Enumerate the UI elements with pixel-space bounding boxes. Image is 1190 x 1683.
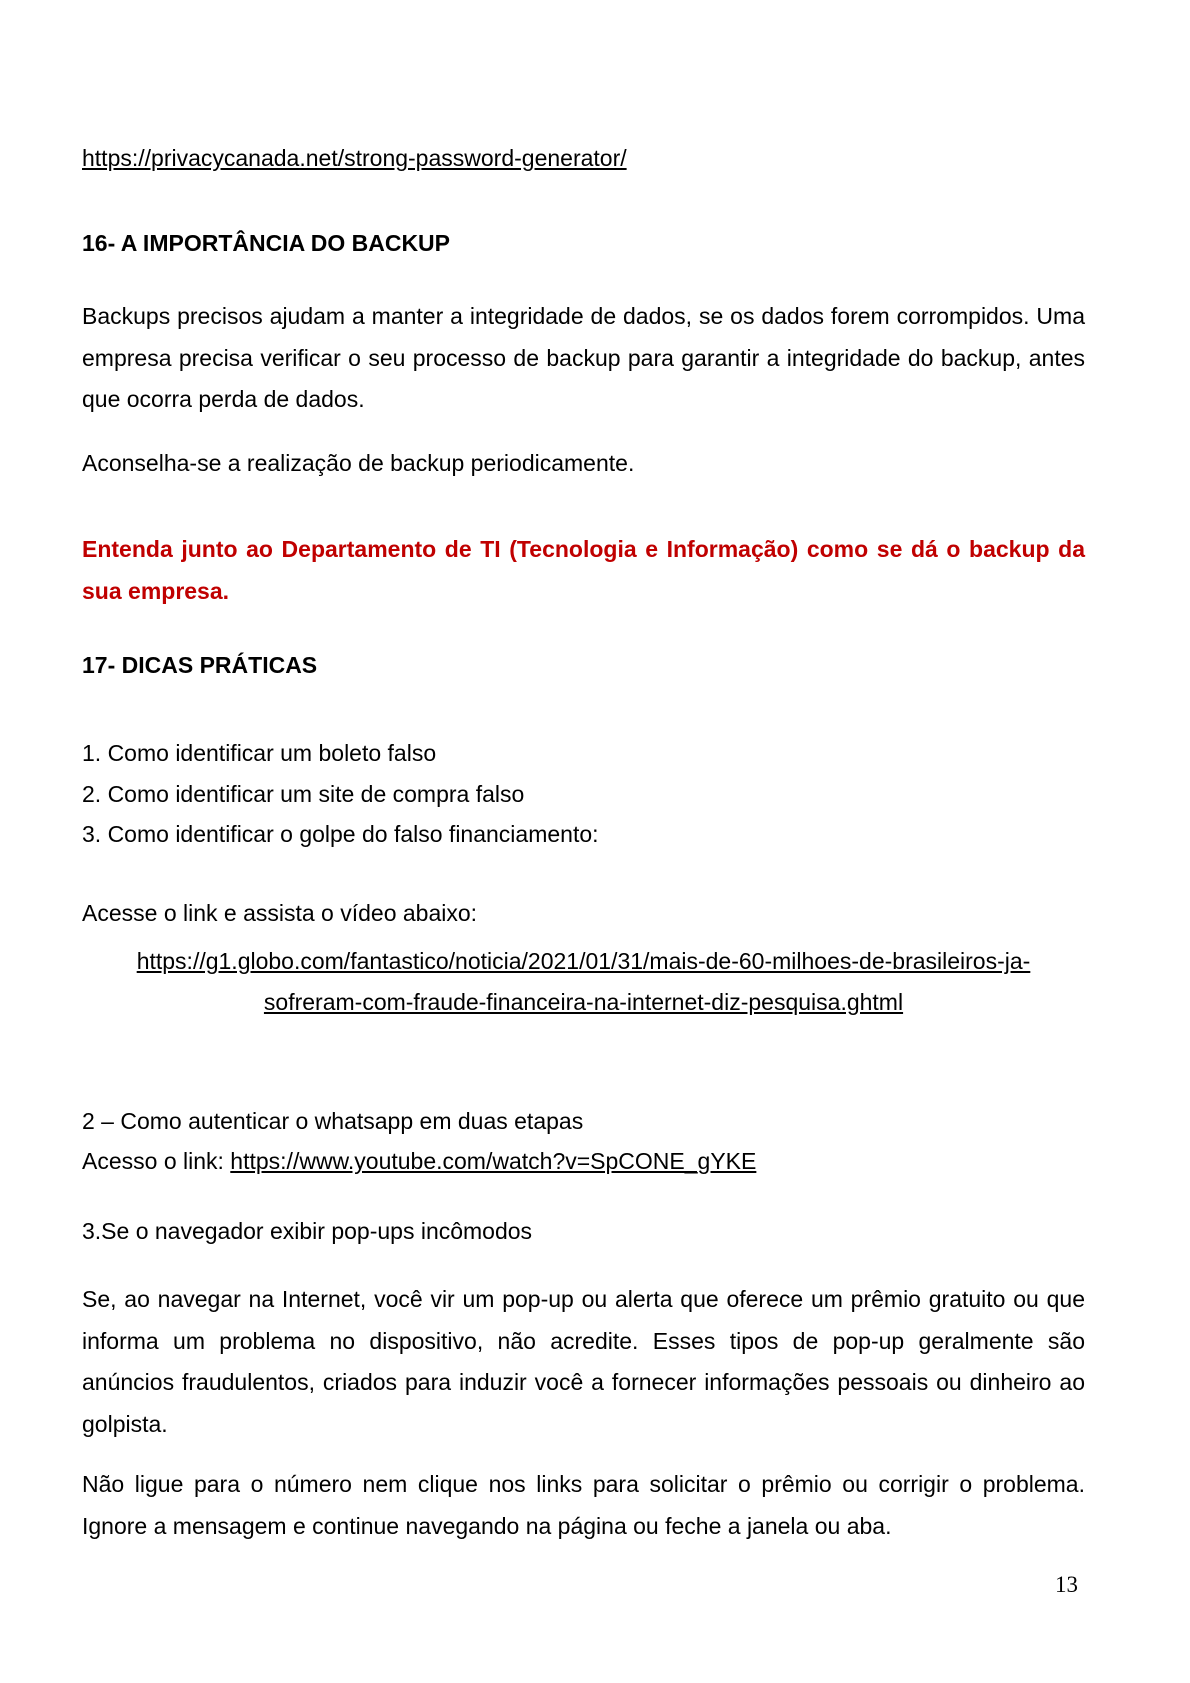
section17-heading: 17- DICAS PRÁTICAS xyxy=(82,652,318,678)
item2-link-prefix: Acesso o link: xyxy=(82,1148,231,1174)
privacycanada-link[interactable]: https://privacycanada.net/strong-password-generator/ xyxy=(82,145,627,171)
video-intro-text: Acesse o link e assista o vídeo abaixo: xyxy=(82,900,478,926)
globo-link-line1: https://g1.globo.com/fantastico/noticia/2021/01/31/mais-de-60-milhoes-de-brasileiros-ja- xyxy=(136,948,1031,974)
tips-list-item-2: 2. Como identificar um site de compra falso xyxy=(82,780,525,807)
globo-link-line2: sofreram-com-fraude-financeira-na-internet-diz-pesquisa.ghtml xyxy=(263,988,904,1015)
youtube-link[interactable]: https://www.youtube.com/watch?v=SpCONE_gYKE xyxy=(230,1148,757,1174)
it-department-highlight: Entenda junto ao Departamento de TI (Tecnologia e Informação) como se dá o backup da sua empresa. xyxy=(82,536,1085,604)
section16-paragraph2: Aconselha-se a realização de backup periodicamente. xyxy=(82,450,635,476)
item3-paragraph2: Não ligue para o número nem clique nos links para solicitar o prêmio ou corrigir o problema. Ignore a mensagem e continue navegando na página ou feche a janela ou aba. xyxy=(82,1471,1085,1539)
top-link-row xyxy=(82,144,1085,172)
tips-list-item-1: 1. Como identificar um boleto falso xyxy=(82,740,437,766)
tips-list xyxy=(82,733,1085,855)
page-number: 13 xyxy=(1055,1572,1078,1597)
globo-link-row xyxy=(82,941,1085,1022)
item3-title: 3.Se o navegador exibir pop-ups incômodos xyxy=(82,1218,533,1244)
tips-list-item-3: 3. Como identificar o golpe do falso financiamento: xyxy=(82,821,599,847)
item2-link-row xyxy=(82,1147,1085,1175)
section16-paragraph1: Backups precisos ajudam a manter a integridade de dados, se os dados forem corrompidos. Uma empresa precisa verificar o seu processo de backup para garantir a integridade do backup, antes que ocorra perda de dados. xyxy=(82,303,1085,412)
item2-title: 2 – Como autenticar o whatsapp em duas etapas xyxy=(82,1108,584,1134)
section16-heading: 16- A IMPORTÂNCIA DO BACKUP xyxy=(82,230,451,256)
globo-video-link[interactable] xyxy=(137,948,1031,1015)
item3-paragraph1: Se, ao navegar na Internet, você vir um pop-up ou alerta que oferece um prêmio gratuito ou que informa um problema no dispositivo, não acredite. Esses tipos de pop-up geralmente são anúncios fraudulentos, criados para induzir você a fornecer informações pessoais ou dinheiro ao golpista. xyxy=(82,1286,1085,1437)
